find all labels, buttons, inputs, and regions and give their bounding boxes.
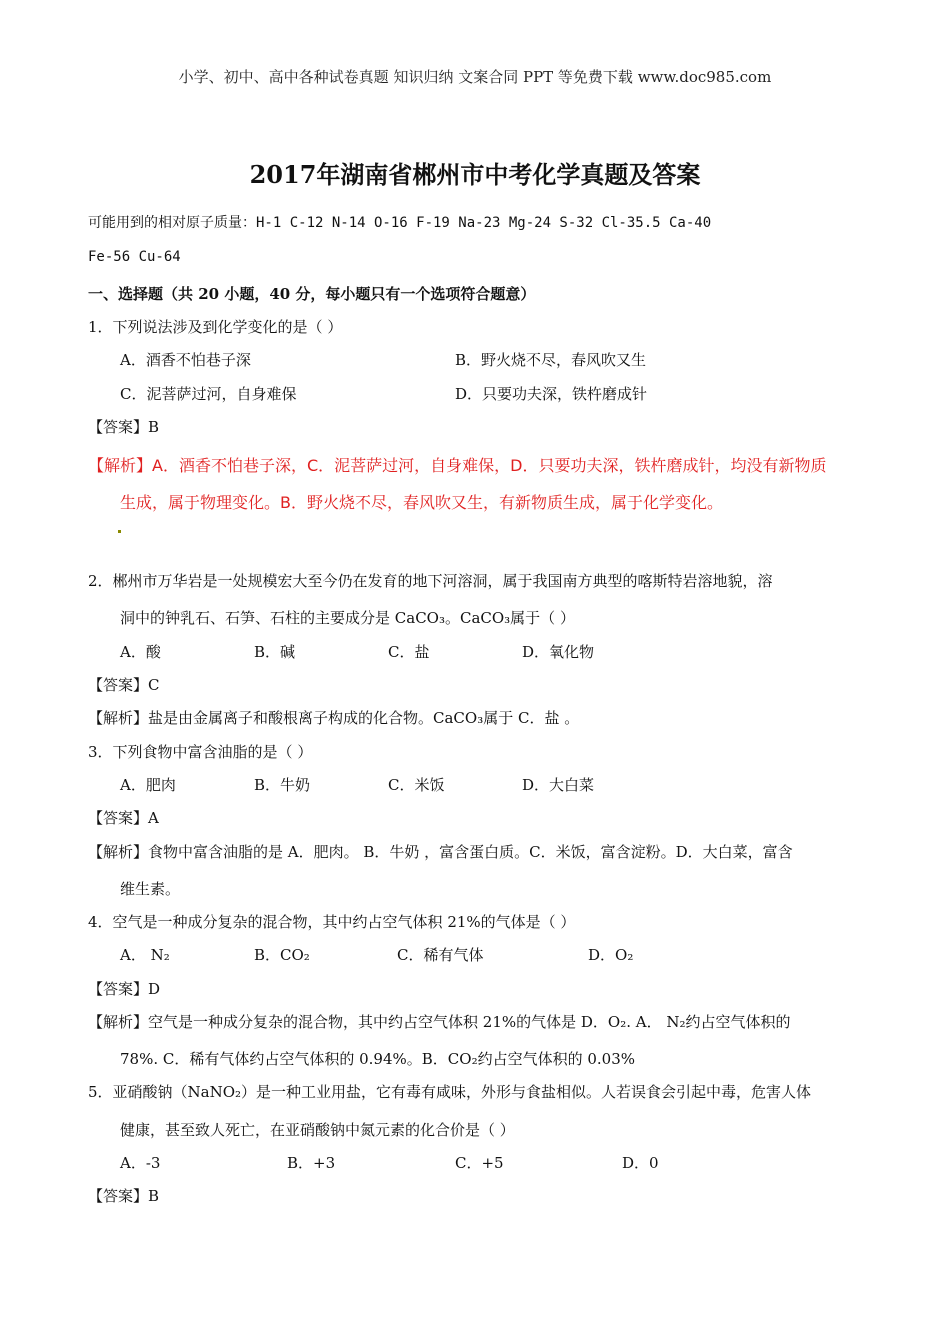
question-5-option-a: A．-3	[120, 1154, 161, 1172]
page-title: 2017年湖南省郴州市中考化学真题及答案	[249, 160, 701, 189]
question-5-stem-line-2: 健康，甚至致人死亡，在亚硝酸钠中氮元素的化合价是（ ）	[120, 1121, 515, 1139]
question-2-stem-line-1: 2．郴州市万华岩是一处规模宏大至今仍在发育的地下河溶洞，属于我国南方典型的喀斯特岩溶地貌，溶	[88, 572, 773, 590]
question-3-option-b: B．牛奶	[254, 776, 311, 794]
question-2-option-a: A．酸	[120, 643, 161, 661]
question-5-option-d: D．0	[622, 1154, 659, 1172]
question-2-option-d: D．氧化物	[522, 643, 595, 661]
question-1-answer: 【答案】B	[88, 418, 160, 436]
question-2-stem-line-2: 洞中的钟乳石、石笋、石柱的主要成分是 CaCO₃。CaCO₃属于（ ）	[120, 609, 575, 627]
question-2-option-c: C．盐	[388, 643, 430, 661]
page-header: 小学、初中、高中各种试卷真题 知识归纳 文案合同 PPT 等免费下载 www.doc985.com	[178, 68, 772, 86]
atomic-mass-line-2: Fe-56 Cu-64	[88, 249, 181, 265]
question-2-option-b: B．碱	[254, 643, 296, 661]
question-3-stem: 3．下列食物中富含油脂的是（ ）	[88, 743, 313, 761]
question-4-option-a: A． N₂	[120, 946, 170, 964]
question-1-explanation-line-1: 【解析】A．酒香不怕巷子深，C．泥菩萨过河，自身难保，D．只要功夫深，铁杵磨成针，均没有新物质	[88, 456, 827, 475]
question-4-stem: 4．空气是一种成分复杂的混合物，其中约占空气体积 21%的气体是（ ）	[88, 913, 576, 931]
question-1-explanation-line-2: 生成，属于物理变化。B．野火烧不尽，春风吹又生，有新物质生成，属于化学变化。	[120, 493, 723, 512]
question-4-answer: 【答案】D	[88, 980, 161, 998]
question-1-option-b: B．野火烧不尽，春风吹又生	[455, 351, 647, 369]
stray-mark	[118, 530, 121, 533]
question-3-explanation-line-2: 维生素。	[120, 880, 181, 898]
question-5-option-b: B．+3	[287, 1154, 336, 1172]
question-1-stem: 1．下列说法涉及到化学变化的是（ ）	[88, 318, 343, 336]
question-1-option-c: C．泥菩萨过河，自身难保	[120, 385, 297, 403]
question-1-option-d: D．只要功夫深，铁杵磨成针	[455, 385, 648, 403]
question-5-option-c: C．+5	[455, 1154, 504, 1172]
question-4-explanation-line-1: 【解析】空气是一种成分复杂的混合物，其中约占空气体积 21%的气体是 D．O₂. A． N₂约占空气体积的	[88, 1013, 791, 1031]
question-3-option-a: A．肥肉	[120, 776, 176, 794]
section-heading: 一、选择题（共 20 小题，40 分，每小题只有一个选项符合题意）	[88, 285, 536, 303]
atomic-mass-line-1: 可能用到的相对原子质量：H-1 C-12 N-14 O-16 F-19 Na-23 Mg-24 S-32 Cl-35.5 Ca-40	[88, 215, 712, 231]
question-1-option-a: A．酒香不怕巷子深	[120, 351, 251, 369]
question-3-option-d: D．大白菜	[522, 776, 595, 794]
question-3-explanation-line-1: 【解析】食物中富含油脂的是 A．肥肉。 B．牛奶 ，富含蛋白质。C．米饭，富含淀粉。D．大白菜，富含	[88, 843, 793, 861]
question-4-explanation-line-2: 78%. C．稀有气体约占空气体积的 0.94%。B．CO₂约占空气体积的 0.03%	[120, 1050, 636, 1068]
question-3-answer: 【答案】A	[88, 809, 159, 827]
question-5-stem-line-1: 5．亚硝酸钠（NaNO₂）是一种工业用盐，它有毒有咸味，外形与食盐相似。人若误食会引起中毒，危害人体	[88, 1083, 812, 1101]
question-2-explanation: 【解析】盐是由金属离子和酸根离子构成的化合物。CaCO₃属于 C．盐 。	[88, 709, 580, 727]
question-4-option-c: C．稀有气体	[397, 946, 484, 964]
question-5-answer: 【答案】B	[88, 1187, 160, 1205]
question-4-option-d: D．O₂	[588, 946, 634, 964]
question-3-option-c: C．米饭	[388, 776, 445, 794]
question-4-option-b: B．CO₂	[254, 946, 310, 964]
question-2-answer: 【答案】C	[88, 676, 160, 694]
